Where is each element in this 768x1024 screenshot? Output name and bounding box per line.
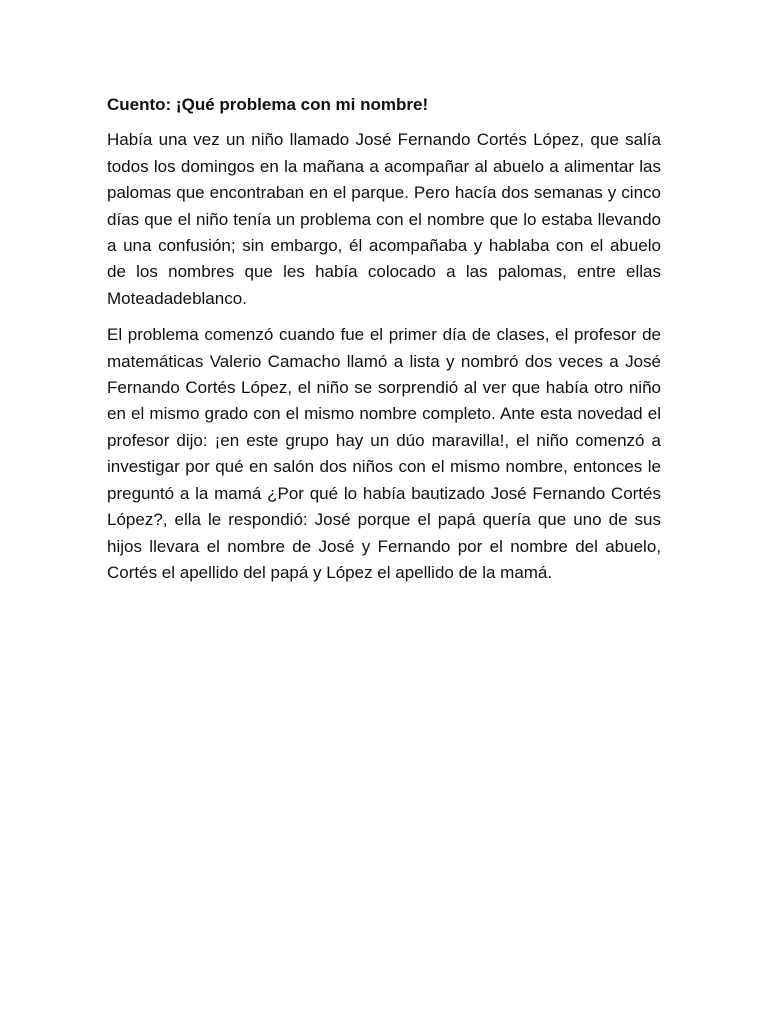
document-body: [107, 92, 661, 596]
paragraph-2: El problema comenzó cuando fue el primer día de clases, el profesor de matemáticas Valerio Camacho llamó a lista y nombró dos veces a José Fernando Cortés López, el niño se sorprendió al ver que había otro niño en el mismo grado con el mismo nombre completo. Ante esta novedad el profesor dijo: ¡en este grupo hay un dúo maravilla!, el niño comenzó a investigar por qué en salón dos niños con el mismo nombre, entonces le preguntó a la mamá ¿Por qué lo había bautizado José Fernando Cortés López?, ella le respondió: José porque el papá quería que uno de sus hijos llevara el nombre de José y Fernando por el nombre del abuelo, Cortés el apellido del papá y López el apellido de la mamá.: [107, 325, 661, 582]
document-title: Cuento: ¡Qué problema con mi nombre!: [107, 95, 429, 114]
paragraph-1: Había una vez un niño llamado José Fernando Cortés López, que salía todos los domingos en la mañana a acompañar al abuelo a alimentar las palomas que encontraban en el parque. Pero hacía dos semanas y cinco días que el niño tenía un problema con el nombre que lo estaba llevando a una confusión; sin embargo, él acompañaba y hablaba con el abuelo de los nombres que les había colocado a las palomas, entre ellas Moteadadeblanco.: [107, 130, 661, 308]
